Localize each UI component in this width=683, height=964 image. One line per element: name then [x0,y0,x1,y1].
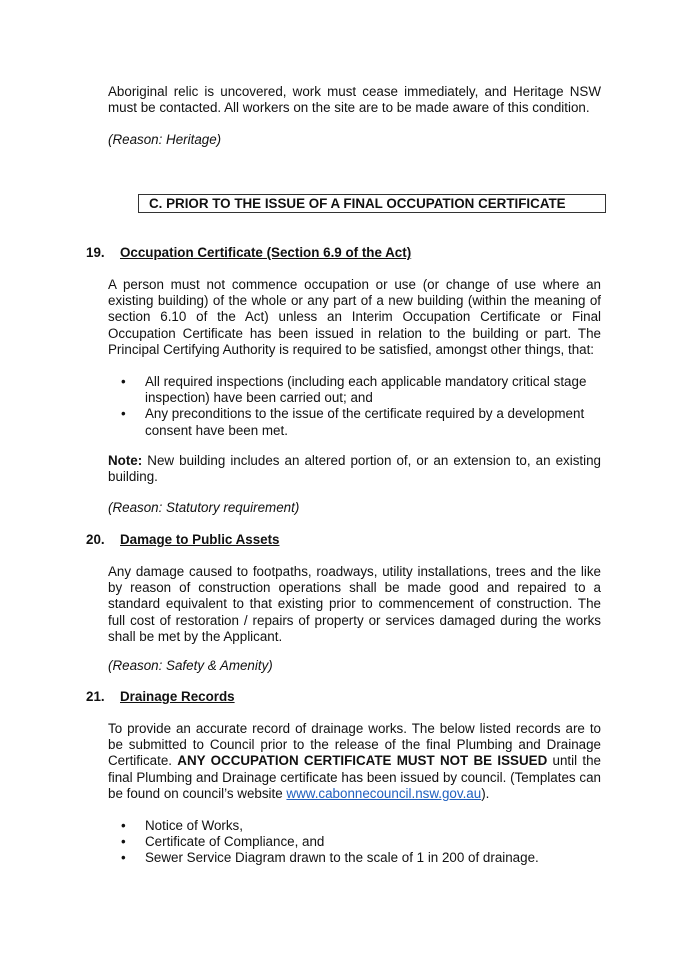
body-text: ). [481,785,490,801]
bullet-icon: • [121,374,126,389]
heritage-reason: (Reason: Heritage) [108,132,222,147]
council-website-link[interactable]: www.cabonnecouncil.nsw.gov.au [286,785,482,801]
list-item-text: Notice of Works, [145,818,243,833]
bullet-icon: • [121,818,126,833]
condition-19-title: Occupation Certificate (Section 6.9 of the Act) [120,245,412,260]
condition-20-number: 20. [86,532,105,547]
condition-19-heading [86,245,411,261]
list-item [108,850,601,866]
condition-21-number: 21. [86,689,105,704]
condition-19-number: 19. [86,245,105,260]
list-item [108,834,601,850]
body-text: To provide an accurate record of drainage works. The below listed records are to be submitted to Council prior to the release of the final Plumbing and Drainage Certificate. [108,721,601,769]
body-emphasis: ANY OCCUPATION CERTIFICATE MUST NOT BE ISSUED [177,753,548,769]
list-item-text: Any preconditions to the issue of the certificate required by a development consent have been met. [145,406,585,438]
bullet-icon: • [121,834,126,850]
list-item [108,406,601,438]
note-label: Note: [108,453,143,468]
condition-19-body: A person must not commence occupation or use (or change of use where an existing building) of the whole or any part of a new building (within the meaning of section 6.10 of the Act) unless an Interim Occupation Certificate or Final Occupation Certificate has been issued in relation to the building or part. The Principal Certifying Authority is required to be satisfied, amongst other things, that: [108,277,601,357]
heritage-continuation-text: Aboriginal relic is uncovered, work must cease immediately, and Heritage NSW must be contacted. All workers on the site are to be made aware of this condition. [108,84,601,116]
list-item [108,374,601,406]
condition-20-title: Damage to Public Assets [120,532,280,547]
list-item-text: Certificate of Compliance, and [145,834,325,850]
section-c-heading: C. PRIOR TO THE ISSUE OF A FINAL OCCUPATION CERTIFICATE [138,194,606,213]
note-text: New building includes an altered portion of, or an extension to, an existing building. [108,453,601,485]
condition-20-reason: (Reason: Safety & Amenity) [108,658,273,673]
list-item-text: All required inspections (including each applicable mandatory critical stage inspection) have been carried out; and [145,374,587,406]
condition-21-heading [86,689,235,705]
list-item-text: Sewer Service Diagram drawn to the scale of 1 in 200 of drainage. [145,850,539,866]
condition-19-note [108,453,601,485]
condition-20-body: Any damage caused to footpaths, roadways, utility installations, trees and the like by reason of construction operations shall be made good and repaired to a standard equivalent to that existing prior to commencement of construction. The full cost of restoration / repairs of property or services damaged during the works shall be met by the Applicant. [108,564,601,644]
condition-21-body [108,721,601,802]
bullet-icon: • [121,406,126,422]
condition-19-reason: (Reason: Statutory requirement) [108,500,300,515]
condition-21-bullet-list [108,818,601,867]
list-item [108,818,601,834]
condition-19-bullet-list [108,374,601,439]
condition-20-heading [86,532,280,548]
condition-21-title: Drainage Records [120,689,235,704]
bullet-icon: • [121,850,126,866]
body-text: until the final Plumbing and Drainage certificate has been issued by council. (Templates can be found on council’s website [108,753,601,801]
